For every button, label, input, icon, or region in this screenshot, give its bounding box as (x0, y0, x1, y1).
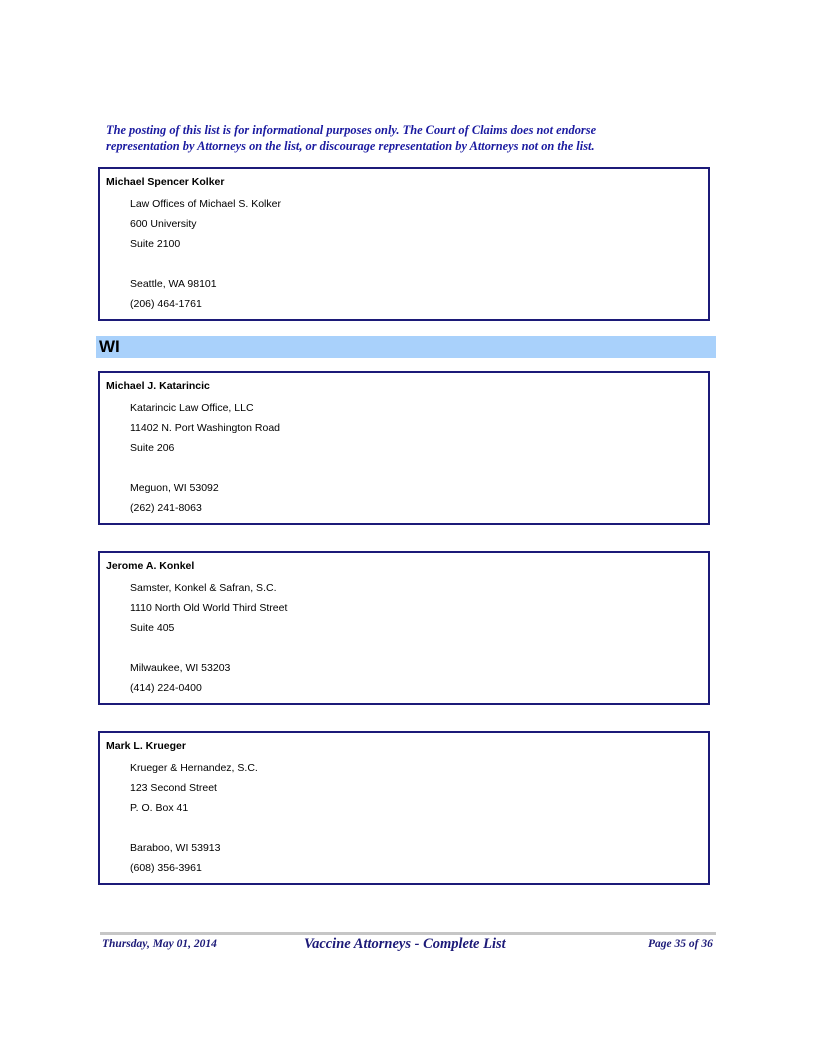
attorney-firm: Katarincic Law Office, LLC (130, 402, 254, 414)
disclaimer-line-1: The posting of this list is for informational purposes only. The Court of Claims does not endorse (106, 123, 597, 137)
attorney-phone: (414) 224-0400 (130, 682, 202, 694)
attorney-name: Michael J. Katarincic (106, 380, 210, 392)
disclaimer (106, 122, 706, 154)
attorney-address-line-2: Suite 405 (130, 622, 175, 634)
footer-divider (100, 932, 716, 935)
disclaimer-line-2: representation by Attorneys on the list, or discourage representation by Attorneys not on the list. (106, 139, 595, 153)
footer-title: Vaccine Attorneys - Complete List (304, 936, 506, 952)
attorney-address-line-1: 123 Second Street (130, 782, 217, 794)
attorney-phone: (206) 464-1761 (130, 298, 202, 310)
attorney-address-line-1: 600 University (130, 218, 197, 230)
attorney-address-line-2: Suite 2100 (130, 238, 181, 250)
attorney-city-state-zip: Baraboo, WI 53913 (130, 842, 221, 854)
attorney-card (98, 167, 710, 321)
attorney-name: Mark L. Krueger (106, 740, 186, 752)
attorney-name: Jerome A. Konkel (106, 560, 195, 572)
attorney-city-state-zip: Meguon, WI 53092 (130, 482, 219, 494)
footer-date: Thursday, May 01, 2014 (102, 938, 217, 950)
attorney-card (98, 731, 710, 885)
attorney-address-line-2: Suite 206 (130, 442, 175, 454)
attorney-firm: Law Offices of Michael S. Kolker (130, 198, 281, 210)
footer-page-number: Page 35 of 36 (648, 938, 713, 950)
attorney-address-line-1: 1110 North Old World Third Street (130, 602, 288, 614)
attorney-card (98, 551, 710, 705)
attorney-phone: (262) 241-8063 (130, 502, 202, 514)
state-section-header (96, 336, 716, 358)
state-code: WI (99, 337, 120, 356)
attorney-name: Michael Spencer Kolker (106, 176, 225, 188)
attorney-firm: Samster, Konkel & Safran, S.C. (130, 582, 277, 594)
attorney-card (98, 371, 710, 525)
attorney-firm: Krueger & Hernandez, S.C. (130, 762, 258, 774)
attorney-address-line-2: P. O. Box 41 (130, 802, 189, 814)
attorney-address-line-1: 11402 N. Port Washington Road (130, 422, 281, 434)
attorney-city-state-zip: Milwaukee, WI 53203 (130, 662, 231, 674)
attorney-phone: (608) 356-3961 (130, 862, 202, 874)
attorney-city-state-zip: Seattle, WA 98101 (130, 278, 217, 290)
